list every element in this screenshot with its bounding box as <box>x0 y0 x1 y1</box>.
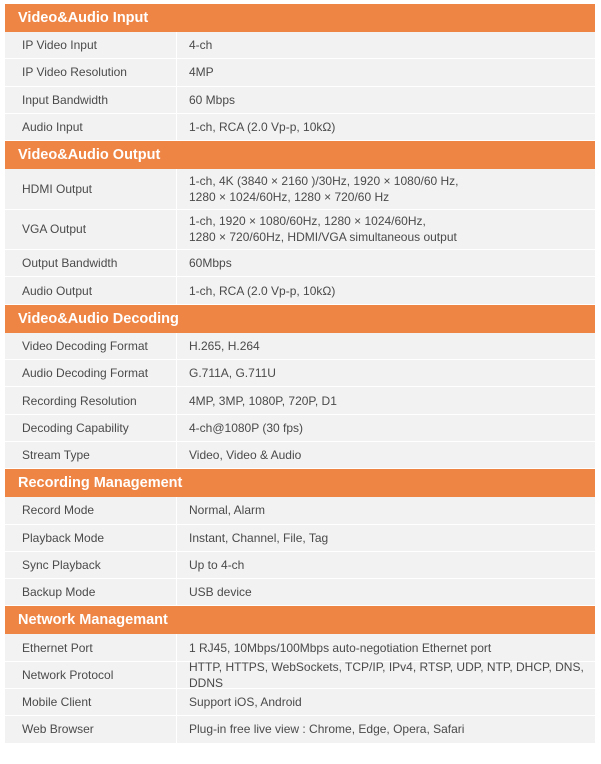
spec-row <box>5 114 595 141</box>
section-header: Video&Audio Input <box>5 4 595 32</box>
spec-value-line: 1-ch, 4K (3840 × 2160 )/30Hz, 1920 × 1080/60 Hz, <box>189 173 459 188</box>
spec-table <box>5 4 595 744</box>
spec-name: Mobile Client <box>5 689 177 715</box>
spec-value <box>177 689 595 715</box>
spec-name: Audio Input <box>5 114 177 140</box>
section-header: Recording Management <box>5 469 595 497</box>
spec-row <box>5 552 595 579</box>
spec-value <box>177 210 595 250</box>
spec-value <box>177 360 595 386</box>
spec-value-line: Plug-in free live view : Chrome, Edge, Opera, Safari <box>189 722 465 737</box>
spec-row <box>5 387 595 414</box>
spec-value <box>177 634 595 660</box>
section-header: Video&Audio Decoding <box>5 305 595 333</box>
spec-value <box>177 250 595 276</box>
spec-row <box>5 716 595 743</box>
spec-name: Backup Mode <box>5 579 177 605</box>
spec-value-line: 1-ch, RCA (2.0 Vp-p, 10kΩ) <box>189 120 336 135</box>
spec-value <box>177 333 595 359</box>
spec-value <box>177 415 595 441</box>
spec-row <box>5 689 595 716</box>
spec-row <box>5 333 595 360</box>
spec-name: Network Protocol <box>5 662 177 688</box>
spec-value <box>177 716 595 742</box>
spec-name: Record Mode <box>5 497 177 523</box>
spec-row <box>5 415 595 442</box>
spec-value-line: 4-ch@1080P (30 fps) <box>189 420 304 435</box>
spec-row <box>5 87 595 114</box>
spec-name: VGA Output <box>5 210 177 250</box>
spec-row <box>5 659 595 690</box>
spec-row <box>5 579 595 606</box>
section-header: Network Managemant <box>5 606 595 634</box>
spec-value-line: 1-ch, 1920 × 1080/60Hz, 1280 × 1024/60Hz, <box>189 214 426 229</box>
spec-value-line: HTTP, HTTPS, WebSockets, TCP/IP, IPv4, RTSP, UDP, NTP, DHCP, DNS, DDNS <box>189 659 584 690</box>
spec-row <box>5 277 595 304</box>
spec-row <box>5 169 595 210</box>
spec-value-line: Video, Video & Audio <box>189 448 302 463</box>
spec-name: IP Video Resolution <box>5 59 177 85</box>
spec-value-line: 1 RJ45, 10Mbps/100Mbps auto-negotiation Ethernet port <box>189 640 492 655</box>
spec-value-line: 1280 × 1024/60Hz, 1280 × 720/60 Hz <box>189 189 390 204</box>
spec-row <box>5 442 595 469</box>
spec-value <box>177 32 595 58</box>
spec-row <box>5 32 595 59</box>
spec-name: Ethernet Port <box>5 634 177 660</box>
spec-value <box>177 169 595 209</box>
spec-row <box>5 360 595 387</box>
spec-value-line: 4MP, 3MP, 1080P, 720P, D1 <box>189 393 337 408</box>
spec-value <box>177 442 595 468</box>
spec-name: Input Bandwidth <box>5 87 177 113</box>
spec-value-line: USB device <box>189 585 252 600</box>
spec-value-line: Normal, Alarm <box>189 503 266 518</box>
spec-value <box>177 552 595 578</box>
spec-row <box>5 250 595 277</box>
spec-row <box>5 634 595 661</box>
spec-name: Decoding Capability <box>5 415 177 441</box>
spec-value <box>177 387 595 413</box>
spec-name: Video Decoding Format <box>5 333 177 359</box>
spec-name: Audio Decoding Format <box>5 360 177 386</box>
spec-value-line: 1280 × 720/60Hz, HDMI/VGA simultaneous output <box>189 230 457 245</box>
spec-row <box>5 210 595 251</box>
spec-name: Audio Output <box>5 277 177 303</box>
spec-name: Playback Mode <box>5 525 177 551</box>
spec-value <box>177 525 595 551</box>
spec-name: Recording Resolution <box>5 387 177 413</box>
spec-value-line: 1-ch, RCA (2.0 Vp-p, 10kΩ) <box>189 283 336 298</box>
spec-name: Sync Playback <box>5 552 177 578</box>
spec-value <box>177 114 595 140</box>
spec-value <box>177 277 595 303</box>
spec-name: Stream Type <box>5 442 177 468</box>
spec-value-line: 60Mbps <box>189 256 232 271</box>
spec-value-line: Support iOS, Android <box>189 695 302 710</box>
spec-name: Web Browser <box>5 716 177 742</box>
spec-row <box>5 525 595 552</box>
spec-value-line: H.265, H.264 <box>189 338 260 353</box>
spec-value <box>177 87 595 113</box>
spec-value <box>177 497 595 523</box>
spec-value-line: G.711A, G.711U <box>189 366 276 381</box>
spec-row <box>5 59 595 86</box>
spec-value <box>177 59 595 85</box>
spec-name: IP Video Input <box>5 32 177 58</box>
spec-value-line: Up to 4-ch <box>189 558 245 572</box>
spec-value <box>177 579 595 605</box>
spec-value-line: Instant, Channel, File, Tag <box>189 530 329 545</box>
spec-value-line: 4MP <box>189 65 214 80</box>
spec-value-line: 60 Mbps <box>189 92 236 107</box>
spec-value <box>177 659 595 690</box>
spec-value-line: 4-ch <box>189 38 213 53</box>
spec-name: Output Bandwidth <box>5 250 177 276</box>
spec-row <box>5 497 595 524</box>
spec-name: HDMI Output <box>5 169 177 209</box>
section-header: Video&Audio Output <box>5 141 595 169</box>
